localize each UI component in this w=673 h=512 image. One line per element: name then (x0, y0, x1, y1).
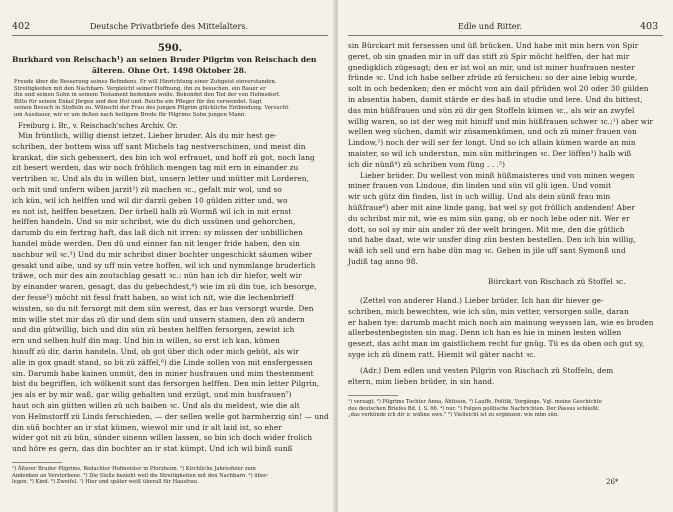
body-line: wäß ich sell und ern habe dün mag ꝛc. Geben in jile uff sant Symonß und (348, 246, 626, 256)
left-footnotes (12, 466, 268, 486)
body-line: krankat, die sich gebessert, des bin ich wol erfrauet, und hoff zü got, noch lang (12, 152, 315, 162)
right-running-head: Edle und Ritter. (458, 22, 522, 31)
footnote-line: ¹) verzagt. ²) Pilgrims Tochter Anna, Äbtissin. ³) Lauffe, Politik, Vorgänge. Vgl. meine Geschichte (348, 399, 602, 405)
footnote-line: ¹) Älterer Bruder Pilgrims, Bedachter Hofmeister in Pforzheim. ²) Kirchliche Jahresfeier zum (12, 466, 256, 472)
right-head-rule (348, 35, 663, 36)
body-line: träwe, och mir des ain zoutschlag gesatt ꝛc.: nün han ich dir hiefor, welt wir (12, 271, 302, 281)
letter-address (348, 366, 613, 388)
left-head-rule (12, 35, 328, 36)
summary-line: Streitigkeiten mit den Nachbarn. Vergleicht seiner Hoffnung, ihn zu besuchen, ein Bauer er (14, 85, 266, 92)
body-line: das min hüßfrauen und sün zü dir gen Stoffeln kümen ꝛc., als wir an zwyfel (348, 105, 635, 115)
address-line: eltern, mim lieben brüder, in sin hand. (348, 376, 495, 386)
summary-line: ihn und seinen Sohn in seinem Testament bedenken wolle. Bekundet den Tod der von Helmsdorf. (14, 92, 281, 99)
body-line: miner frauen von Lindoue, din linden und sün vil glü igen. Und vomit (348, 181, 612, 191)
body-line: maister, so wil ich understun, min sün mitbringen ꝛc. Der löffen³) halb wiß (348, 148, 632, 158)
letter-title (12, 55, 316, 76)
sheet-signature-mark: 26* (606, 478, 619, 486)
body-line: der fesse⁵) möcht nit fessl fratt haben, so wist ich nit, wie die lechenbrieff (12, 292, 295, 302)
body-line: ich dir nünß⁴) zü schriben vom füng . . .⁵) (348, 159, 506, 169)
body-line: hüßfraue⁶) aber mit aine linde gang, bat wel sy got fröllich andenden! Aber (348, 202, 635, 212)
body-line: gesakt und aibe, und sy uff min vetre hoffen, wil ich und nymmlange bruderlich (12, 260, 316, 270)
postscript-line: schriben, mich bewechten, wie ich sün, min vetter, versorgen solle, daran (348, 306, 629, 316)
summary-line: Freude über die Besserung seines Befindens. Er will Hinrichtung einer Zuhgeist einverstanden. (14, 79, 277, 85)
body-line: alle in gox gnadt stand, so bü zü zäffel,⁶) die Linde sollen von mit ensfergessen (12, 357, 313, 367)
body-line: din süñ bochter an ir stat kümen, wiewol mir und ir alt laid ist, so eher (12, 422, 282, 432)
body-line: solt in och bedenken; den er möcht von ain dail pfrüden wol 20 oder 30 gülden (348, 84, 649, 94)
right-footnote-rule (348, 395, 398, 396)
body-line: zit besert werden, das wir noch fröhlich mengen tag mit ern in einander zu (12, 163, 299, 173)
body-line: sin. Darumb habe kainen unmüt, den in miner husfrauen und mim thestenment (12, 368, 314, 378)
postscript-line: allerbestenbegisten sin mag. Denn ich han es hie in minen lesten willen (348, 328, 622, 338)
body-line: ich kün, wil ich helffen und wil dir darzü geben 10 gülden zitter und, wo (12, 195, 288, 205)
left-footnote-rule (12, 462, 62, 463)
body-line: Min früntlich, willig dienst ietzet. Lieber bruder. Als du mir hest ge- (18, 131, 277, 140)
body-line: haut och ain gütten willen zü uch baiben ꝛc. Und als du meldest, wie die alt (12, 400, 300, 410)
body-line: helffen handeln. Und so mir schribst, wie du dich ussünen und gehorchen, (12, 217, 296, 227)
postscript-line: (Zettel von anderer Hand.) Lieber brüder. Ich han dir hiever ge- (360, 296, 604, 305)
postscript-line: gesezt, das acht man im gaistlichem recht fur gnüg. Tü es da oben och gut sy, (348, 339, 645, 349)
body-line: och mit und unfern wiben jarzit²) zü machen ꝛc., gefalt mir wol, und so (12, 184, 282, 194)
body-line: wissten, so du nit fersorgt mit dem sün werest, das er bas versorgt wurde. Den (12, 303, 314, 313)
body-line: hinuff zü dir, darin handeln. Und, ob got über dich oder mich gebüt, als wir (12, 346, 299, 356)
body-line: und habe daat, wie wir unsfer ding zün besten bestellen. Den ich bin willig, (348, 235, 636, 245)
postscript-line: syge ich zü dinem ratt. Hiemit wil gäter nacht ꝛc. (348, 349, 536, 359)
body-line: willig waren, so ist der weg mit hinuff und min hüßfrauen schwer ꝛc.;¹) aber wir (348, 116, 654, 126)
archive-source: Freiburg i. Br., v. Reischach'sches Archiv. Or. (18, 122, 178, 130)
body-line: von Helmstorff zü Linds ferschieden, — der sellen welle got barmherzig sin! — und (12, 411, 329, 421)
body-line: Judiß tag anno 98. (348, 256, 418, 266)
right-body-text (348, 41, 653, 268)
summary-line: Bitte für seinen Enkel Jörgen und den Hof und. Reiche ein Pfleger für ihn verwendet. Sagt (14, 98, 262, 105)
title-line: älteren. Ohne Ort. 1498 Oktober 28. (92, 65, 247, 75)
body-line: min wille stet mir das zü dir und dem sün und unsern stamen, den zü andern (12, 314, 305, 324)
footnote-line: des deutschen Briefes Bd. I, S. 66. ⁴) nur. ⁵) Folgen politische Nachrichten. Der Passus schließt: (348, 405, 600, 412)
title-line: Burkhard von Reischach¹) an seinen Bruder Pilgrim von Reischach den (12, 55, 317, 64)
body-line: Lindow,²) noch der will ser fer longt. Und so ich allain kümen warde an min (348, 138, 636, 148)
summary-line: um Ausdauer, wir er um deßen nach heiligem Brede für Pilgrims Sohn jungen Mann. (14, 111, 247, 118)
left-page (0, 0, 336, 512)
body-line: Lieber brüder. Du wellest von minß hüßmaisteres und von minen wegen (360, 170, 635, 180)
right-page-number: 403 (640, 21, 659, 32)
body-line: jes als er by mir waß, gar wilig gehalten und erzügt, und min husfrauen⁷) (12, 390, 292, 400)
body-line: bist du begriffen, ich wölkenit sunt das fersorgen helffen. Den min letter Pilgrin, (12, 379, 320, 389)
body-line: es not ist, helffen besetzen. Der ürbell halb zü Wormß wil ich in mit ernst (12, 206, 292, 216)
left-page-number: 402 (12, 21, 31, 32)
body-line: vertriben ꝛc. Und als du in willen bist, unsern letter und mütter mit Lorderen, (12, 174, 309, 184)
body-line: by einander waren, gesagt, das du gebechdest,⁴) wie im zü din tue, ich besorge, (12, 282, 317, 292)
body-line: nachbur wil ꝛc.³) Und du mir schribst diner bochter ungeschickt säumen wiber (12, 249, 313, 259)
body-line: und din gütwillig, bich und din sün zü besten helffen fersorgen, zewist ich (12, 325, 295, 335)
right-page (338, 0, 673, 512)
body-line: geret, ob sin gnaden mir in uff das stift zü Spir möcht helffen, der hat mir (348, 51, 630, 61)
body-line: wir uch gütz din finden, list in uch willig. Und als dein sünß frau min (348, 192, 611, 202)
body-line: in absentia haben, damit stärde er des baß in studie und lere. Und du bittest, (348, 94, 643, 104)
letter-summary (14, 79, 288, 119)
footnote-line: legen. ⁵) Kind. ⁶) Zweifel. ⁷) Hier und später weiß überall für Hausfrau. (12, 479, 199, 486)
body-line: wellen weg süchen, damit wir züsamenkümen, und och zü miner frauen von (348, 127, 637, 137)
body-line: gnedigklich zügesagt; den er ist wol an mir, und ist miner husfrauen nester (348, 62, 635, 72)
body-line: dott, so sol sy mir ain ander zü der welt bringen. Mit me, den die gütlich (348, 224, 625, 234)
body-line: fründe ꝛc. Und ich habe selber zfrüde zü fersicheu: so der aine lebig wurde, (348, 73, 638, 83)
address-line: (Adr.) Dem edlen und vesten Pilgrin von Rischach zü Stoffeln, dem (360, 366, 614, 375)
body-line: du schribst mir nit, wie es mim sün gang, ob er noch lebe oder nit. Wer er (348, 213, 630, 223)
document-number: 590. (157, 43, 183, 54)
body-line: handel müde werden. Den dü und einner fan nit lenger fride haben, den sin (12, 238, 300, 248)
footnote-line: Andenken an Verstorbene. ³) Die Stelle bezieht weil die Streitigkeiten mit den Nachbarn. ⁴) über- (12, 472, 269, 479)
body-line: ern und selben hulf din mag. Und bin in willen, so erst ich kan, kümen (12, 336, 280, 346)
postscript (348, 296, 654, 361)
left-body-text (12, 131, 329, 455)
body-line: darumb du ein fertrag haft, das laß dich nit irren: sy müssen der unbillichen (12, 228, 303, 238)
body-line: und höre es gern, das din bochter an ir stat kümpt. Und ich wil binß sunß (12, 444, 293, 454)
right-footnotes (348, 399, 602, 419)
footnote-line: „das verkünde ich dir ic wähne uwe." ⁶) Vielleicht ist zu ergänzen: wie mim sün. (348, 412, 559, 419)
body-line: wider got nit zü bün, sünder sinenn willen lassen, so bin ich doch wider frolich (12, 433, 313, 443)
letter-signature: Bürckart von Rischach zü Stoffel ꝛc. (488, 277, 626, 286)
left-running-head: Deutsche Privatbriefe des Mittelalters. (90, 22, 249, 31)
postscript-line: er haben tye: darumb macht mich noch ain mainung weyssen lan, wie es broden (348, 317, 654, 327)
body-line: sin Bürckart mit fersessen und üß brücken. Und habe mit min hern von Spir (348, 41, 639, 50)
summary-line: seinen Besuch in Stoffeln zu. Wünscht der Frau des jungen Pilgrim glückliche Entbindung. Versucht (14, 105, 289, 112)
body-line: schriben, der bottem wiss uff sant Michels tag nestverschinen, und meist din (12, 141, 306, 151)
